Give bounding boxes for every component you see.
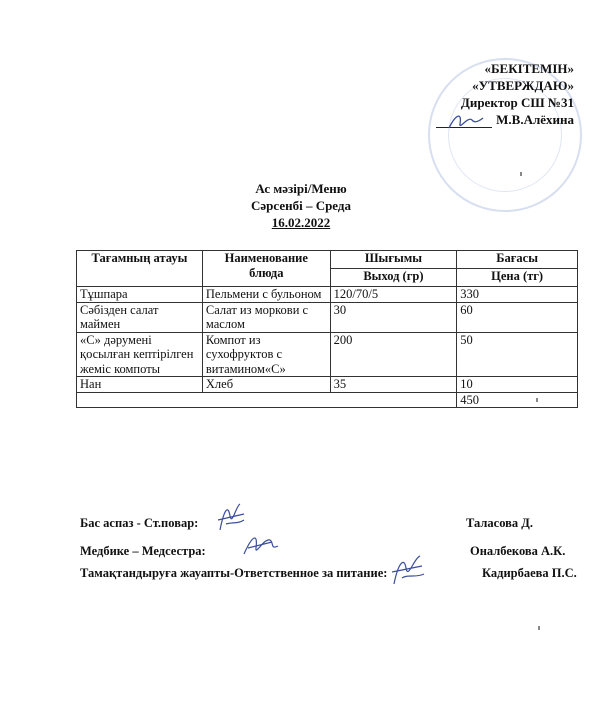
header-yield-ru: Выход (гр): [330, 269, 457, 287]
dish-yield: 30: [330, 302, 457, 332]
approval-line-kz: «БЕКІТЕМІН»: [484, 61, 574, 76]
header-price-ru: Цена (тг): [457, 269, 578, 287]
signature-role-responsible: Тамақтандыруға жауапты-Ответственное за питание:: [80, 566, 388, 580]
nurse-signature-icon: [240, 530, 280, 558]
table-row: [77, 287, 578, 303]
menu-heading: [0, 180, 602, 231]
dish-ru: Пельмени с бульоном: [202, 287, 330, 303]
dish-yield: 35: [330, 377, 457, 393]
dish-yield: 120/70/5: [330, 287, 457, 303]
menu-day: Сәрсенбі – Среда: [251, 198, 351, 213]
dish-ru: Хлеб: [202, 377, 330, 393]
table-row: [77, 332, 578, 377]
responsible-signature-icon: [388, 552, 428, 588]
scan-mark: [536, 398, 538, 402]
scan-mark: [538, 626, 540, 630]
dish-kz: Нан: [77, 377, 203, 393]
menu-title: Ас мәзірі/Меню: [255, 181, 347, 196]
dish-price: 10: [457, 377, 578, 393]
header-dish-ru: Наименование блюда: [202, 251, 330, 287]
menu-date: 16.02.2022: [271, 215, 331, 230]
table-row: [77, 377, 578, 393]
signature-role-cook: Бас аспаз - Ст.повар:: [80, 516, 199, 530]
total-label-cell: [77, 392, 457, 408]
header-price-kz: Бағасы: [457, 251, 578, 269]
approval-signer-name: М.В.Алёхина: [496, 112, 574, 127]
signature-role-nurse: Медбике – Медсестра:: [80, 544, 206, 558]
approval-position: Директор СШ №31: [460, 95, 574, 110]
dish-ru: Салат из моркови с маслом: [202, 302, 330, 332]
table-header-row: [77, 251, 578, 269]
dish-kz: Сәбізден салат маймен: [77, 302, 203, 332]
dish-price: 330: [457, 287, 578, 303]
scan-mark: [520, 172, 522, 176]
dish-ru: Компот из сухофруктов с витамином«С»: [202, 332, 330, 377]
table-row: [77, 302, 578, 332]
cook-signature-icon: [214, 500, 248, 534]
director-signature-icon: [446, 110, 486, 132]
approval-line-ru: «УТВЕРЖДАЮ»: [472, 78, 574, 93]
dish-price: 60: [457, 302, 578, 332]
header-yield-kz: Шығымы: [330, 251, 457, 269]
signature-name-cook: Таласова Д.: [466, 516, 533, 530]
dish-price: 50: [457, 332, 578, 377]
total-price: 450: [457, 392, 578, 408]
dish-yield: 200: [330, 332, 457, 377]
total-row: [77, 392, 578, 408]
signature-name-responsible: Кадирбаева П.С.: [482, 566, 577, 580]
header-dish-kz: Тағамның атауы: [77, 251, 203, 287]
dish-kz: «С» дәрумені қосылған кептірілген жеміс компоты: [77, 332, 203, 377]
signature-name-nurse: Оналбекова А.К.: [470, 544, 566, 558]
dish-kz: Тұшпара: [77, 287, 203, 303]
menu-table: [76, 250, 578, 408]
